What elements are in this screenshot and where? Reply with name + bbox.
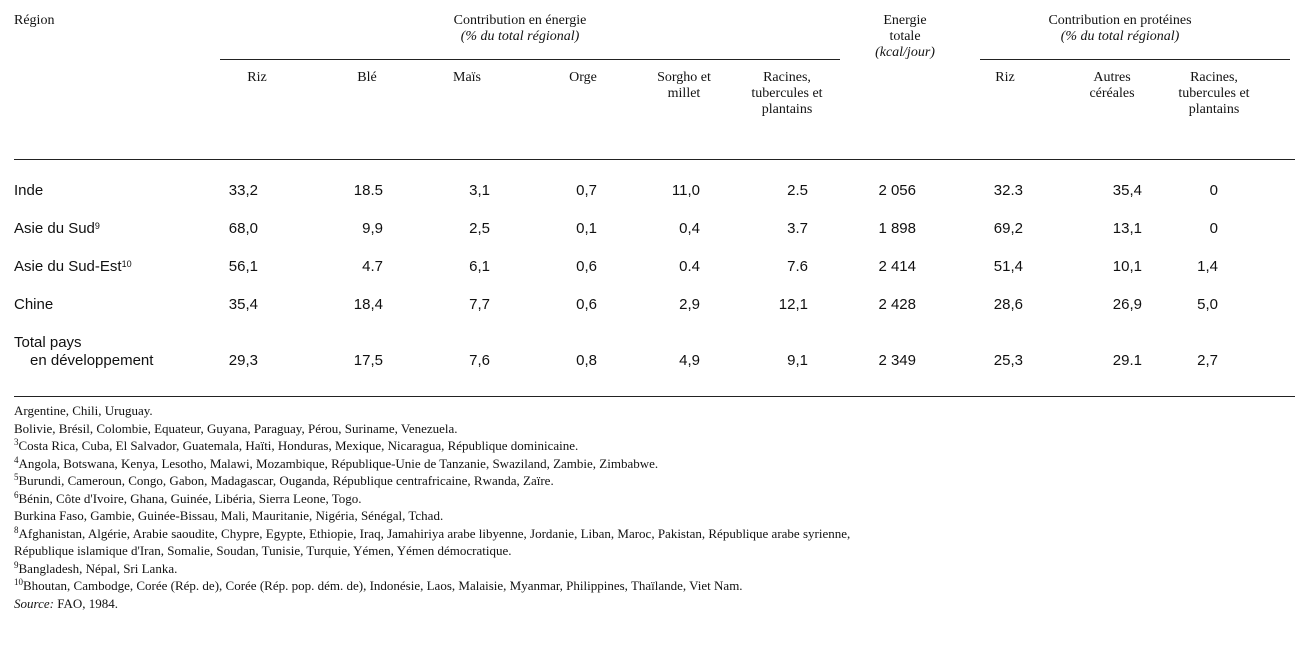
- footnote: Burkina Faso, Gambie, Guinée-Bissau, Mali, Mauritanie, Nigéria, Sénégal, Tchad.: [14, 508, 444, 523]
- energy-group-rule: [220, 59, 840, 60]
- protein-group-header: [990, 13, 1250, 45]
- table-cell: 18.5: [353, 182, 383, 199]
- energy-group-header: [400, 13, 640, 45]
- table-cell: 1 898: [878, 220, 916, 237]
- table-cell: 68,0: [228, 220, 258, 237]
- col-header-energy-racines: Racines, tubercules et plantains: [751, 70, 823, 117]
- table-cell: 7,7: [469, 296, 490, 313]
- energy-group-title: Contribution en énergie: [453, 13, 587, 28]
- table-cell: 32.3: [993, 182, 1023, 199]
- table-cell: 2,9: [679, 296, 700, 313]
- table-cell: 2 056: [878, 182, 916, 199]
- table-cell: 56,1: [228, 258, 258, 275]
- footnote: $^3$Costa Rica, Cuba, El Salvador, Guatemala, Haïti, Honduras, Mexique, Nicaragua, République dominicaine.: [14, 437, 579, 453]
- footnote: $^8$Afghanistan, Algérie, Arabie saoudite, Chypre, Egypte, Ethiopie, Iraq, Jamahiriya arabe libyenne, Jordanie, Liban, Maroc, Pakistan, République arabe syrienne,: [14, 524, 851, 541]
- table-cell: 12,1: [778, 296, 808, 313]
- table-cell: 26,9: [1112, 296, 1142, 313]
- footnotes: [14, 402, 850, 612]
- col-header-protein-riz: Riz: [995, 70, 1015, 85]
- table-cell: 0,4: [679, 220, 700, 237]
- table-cell: 0: [1209, 182, 1218, 199]
- row-label: Chine: [14, 296, 54, 313]
- table-cell: 4,9: [679, 352, 700, 369]
- row-label: Total pays en développement: [14, 334, 154, 369]
- table-cell: 5,0: [1197, 296, 1218, 313]
- table-cell: 28,6: [993, 296, 1023, 313]
- row-label: Asie du Sud-Est$^{10}$: [14, 258, 132, 275]
- table-cell: 0,7: [576, 182, 597, 199]
- table-cell: 33,2: [228, 182, 258, 199]
- table-cell: 17,5: [353, 352, 383, 369]
- total-energy-header: [845, 13, 965, 61]
- table-cell: 2,7: [1197, 352, 1218, 369]
- table-cell: 11,0: [671, 182, 700, 199]
- table-cell: 0,1: [576, 220, 597, 237]
- row-label: Inde: [14, 182, 44, 199]
- footnote: Argentine, Chili, Uruguay.: [14, 403, 153, 418]
- table-cell: 7,6: [469, 352, 490, 369]
- energy-group-unit: (% du total régional): [460, 29, 580, 44]
- col-header-energy-sorgho: Sorgho et millet: [657, 70, 711, 101]
- footnote: $^4$Angola, Botswana, Kenya, Lesotho, Malawi, Mozambique, République-Unie de Tanzanie, Swaziland, Zambie, Zimbabwe.: [14, 454, 659, 471]
- footnote: Bolivie, Brésil, Colombie, Equateur, Guyana, Paraguay, Pérou, Suriname, Venezuela.: [14, 420, 458, 436]
- table-cell: 9,1: [787, 352, 808, 369]
- table-cell: 2,5: [469, 220, 490, 237]
- footnote: $^{10}$Bhoutan, Cambodge, Corée (Rép. de), Corée (Rép. pop. dém. de), Indonésie, Laos, Malaisie, Myanmar, Philippines, Thaïlande, Viet Nam.: [14, 577, 743, 593]
- table-bottom-rule: [14, 396, 1295, 397]
- table-cell: 2 349: [878, 352, 916, 369]
- col-header-energy-orge: Orge: [569, 70, 597, 85]
- table-cell: 3,1: [469, 182, 490, 199]
- header-rule: [14, 159, 1295, 160]
- table-cell: 51,4: [993, 258, 1023, 275]
- row-label: Asie du Sud$^9$: [14, 220, 100, 237]
- protein-group-title: Contribution en protéines: [1048, 13, 1192, 28]
- footnote: $^6$Bénin, Côte d'Ivoire, Ghana, Guinée, Libéria, Sierra Leone, Togo.: [14, 489, 362, 506]
- table-cell: 0,8: [576, 352, 597, 369]
- table-cell: 0.4: [679, 258, 700, 275]
- table-cell: 29.1: [1112, 352, 1142, 369]
- total-energy-line1: Energie: [883, 13, 927, 28]
- table-cell: 2 428: [878, 296, 916, 313]
- table-cell: 13,1: [1112, 220, 1142, 237]
- source-line: Source: FAO, 1984.: [14, 595, 118, 611]
- footnote: $^5$Burundi, Cameroun, Congo, Gabon, Madagascar, Ouganda, République centrafricaine, Rwanda, Zaïre.: [14, 472, 554, 488]
- protein-group-unit: (% du total régional): [1060, 29, 1180, 44]
- table-cell: 0,6: [576, 258, 597, 275]
- table-cell: 0,6: [576, 296, 597, 313]
- col-header-protein-autres: Autres céréales: [1089, 70, 1135, 101]
- table-cell: 35,4: [1112, 182, 1142, 199]
- table-cell: 2 414: [878, 258, 916, 275]
- table-cell: 6,1: [469, 258, 490, 275]
- col-header-energy-riz: Riz: [247, 70, 267, 85]
- col-header-energy-ble: Blé: [357, 70, 377, 85]
- total-energy-unit: (kcal/jour): [875, 45, 935, 60]
- region-header: Région: [14, 13, 55, 28]
- table-cell: 10,1: [1112, 258, 1142, 275]
- table-cell: 2.5: [787, 182, 808, 199]
- table-cell: 4.7: [362, 258, 383, 275]
- col-header-energy-mais: Maïs: [453, 70, 481, 85]
- table-cell: 7.6: [787, 258, 808, 275]
- footnote: République islamique d'Iran, Somalie, Soudan, Tunisie, Turquie, Yémen, Yémen démocratique.: [14, 543, 512, 558]
- table-cell: 0: [1209, 220, 1218, 237]
- table-cell: 25,3: [993, 352, 1023, 369]
- table-cell: 29,3: [228, 352, 258, 369]
- table-cell: 9,9: [362, 220, 383, 237]
- table-cell: 1,4: [1197, 258, 1218, 275]
- protein-group-rule: [980, 59, 1290, 60]
- total-energy-line2: totale: [889, 29, 921, 44]
- footnote: $^9$Bangladesh, Népal, Sri Lanka.: [14, 559, 178, 576]
- table-cell: 69,2: [993, 220, 1023, 237]
- col-header-protein-racines: Racines, tubercules et plantains: [1178, 70, 1250, 117]
- table-cell: 3.7: [787, 220, 808, 237]
- table-cell: 18,4: [353, 296, 383, 313]
- table-cell: 35,4: [228, 296, 258, 313]
